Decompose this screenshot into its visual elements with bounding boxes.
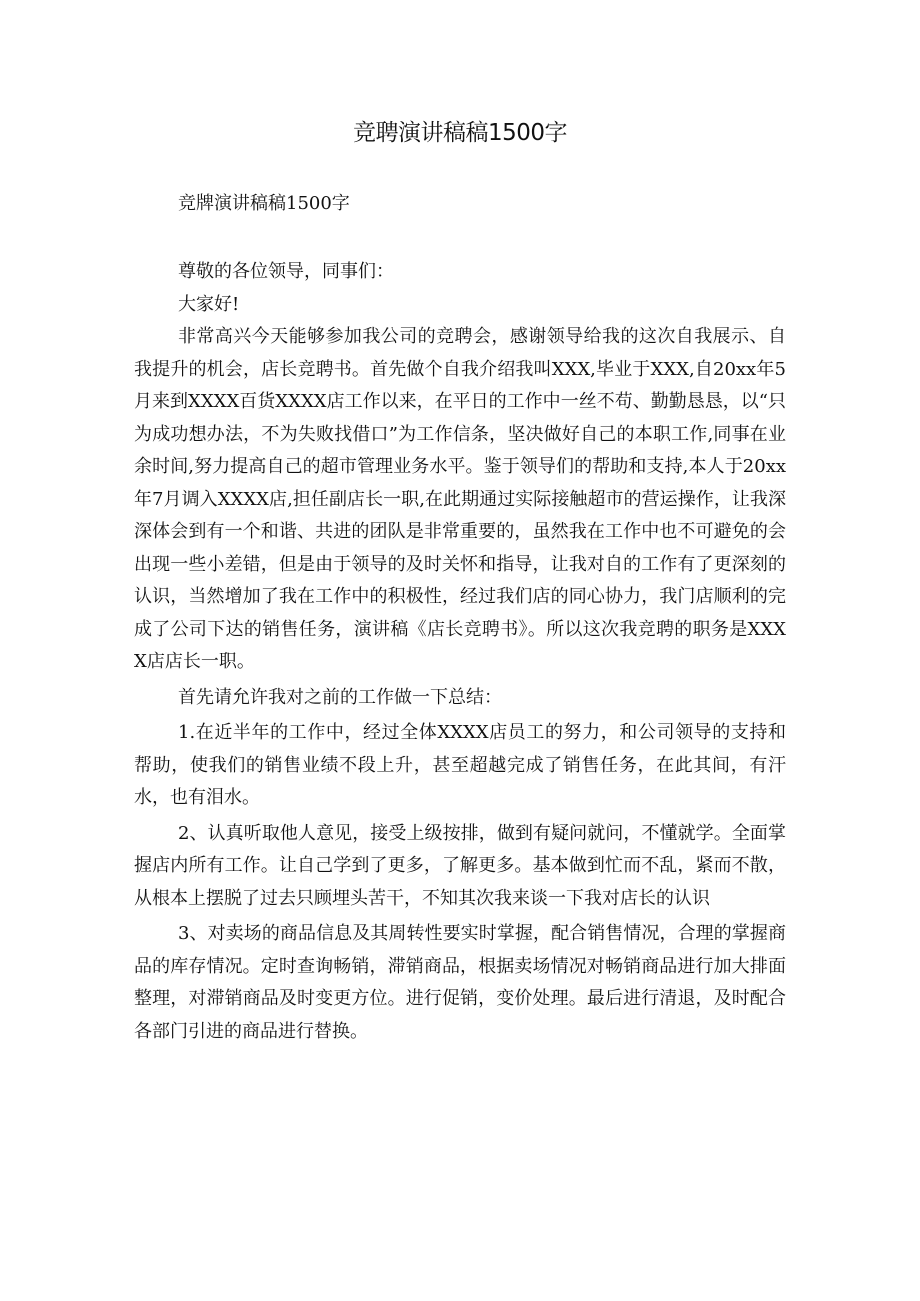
- salutation: 尊敬的各位领导，同事们：: [178, 261, 394, 282]
- summary-heading: 首先请允许我对之前的工作做一下总结：: [178, 686, 502, 708]
- point-2-paragraph: 2、认真听取他人意见，接受上级按排，做到有疑问就问，不懂就学。全面掌握店内所有工作。让自己学到了更多，了解更多。基本做到忙而不乱，紧而不散，从根本上摆脱了过去只顾埋头苦干，不知其次我来谈一下我对店长的认识: [134, 822, 786, 909]
- document-subtitle: 竞牌演讲稿稿1500字: [178, 193, 350, 214]
- document-title: 竞聘演讲稿稿1500字: [352, 120, 568, 146]
- point-3-paragraph: 3、对卖场的商品信息及其周转性要实时掌握，配合销售情况，合理的掌握商品的库存情况。定时查询畅销，滞销商品，根据卖场情况对畅销商品进行加大排面整理，对滞销商品及时变更方位。进行促销，变价处理。最后进行清退，及时配合各部门引进的商品进行替换。: [134, 923, 786, 1042]
- document-body: [134, 256, 786, 1048]
- point-1-paragraph: 1.在近半年的工作中，经过全体XXXX店员工的努力，和公司领导的支持和帮助，使我们的销售业绩不段上升，甚至超越完成了销售任务，在此其间，有汗水，也有泪水。: [134, 722, 786, 808]
- greeting: 大家好!: [178, 293, 240, 315]
- intro-paragraph: 非常高兴今天能够参加我公司的竞聘会，感谢领导给我的这次自我展示、自我提升的机会，店长竞聘书。首先做个自我介绍我叫XXX,毕业于XXX,自20xx年5月来到XXXX百货XXXX店工作以来，在平日的工作中一丝不苟、勤勤恳恳，以“只为成功想办法，不为失败找借口”为工作信条，坚决做好自己的本职工作,同事在业余时间,努力提高自己的超市管理业务水平。鉴于领导们的帮助和支持,本人于20xx年7月调入XXXX店,担任副店长一职,在此期通过实际接触超市的营运操作，让我深深体会到有一个和谐、共进的团队是非常重要的，虽然我在工作中也不可避免的会出现一些小差错，但是由于领导的及时关怀和指导，让我对自的工作有了更深刻的认识，当然增加了我在工作中的积极性，经过我们店的同心协力，我门店顺利的完成了公司下达的销售任务，演讲稿《店长竞聘书》。所以这次我竞聘的职务是XXXX店店长一职。: [134, 326, 786, 672]
